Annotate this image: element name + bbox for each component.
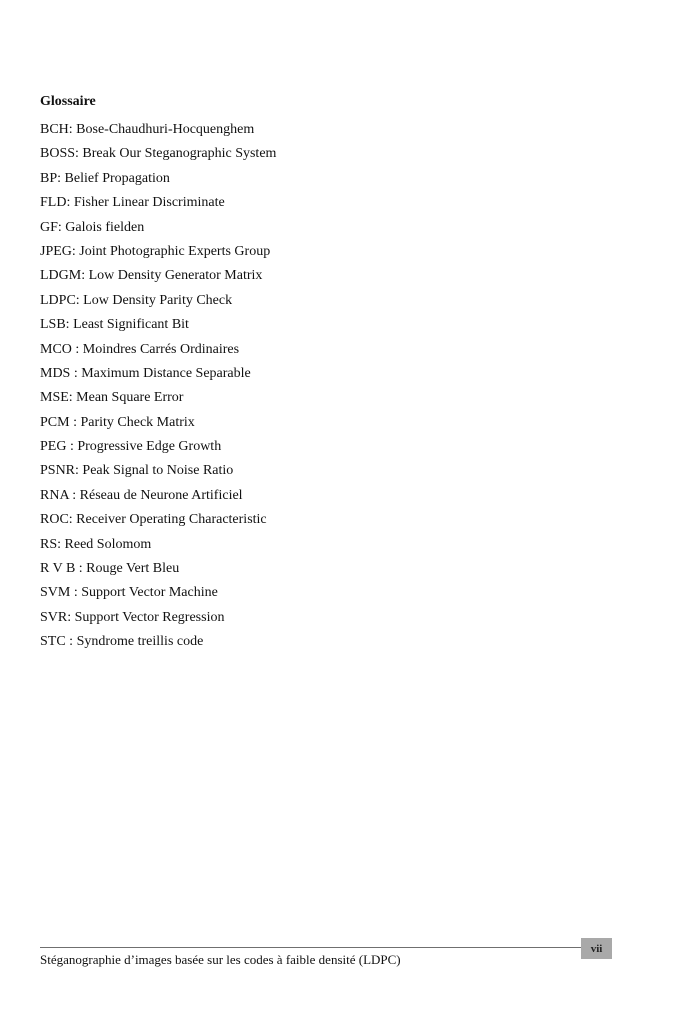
glossary-entry: PCM : Parity Check Matrix	[40, 414, 195, 430]
glossary-entry: JPEG: Joint Photographic Experts Group	[40, 243, 271, 259]
glossary-entry: FLD: Fisher Linear Discriminate	[40, 195, 225, 211]
page-number-badge: vii	[581, 938, 612, 959]
glossary-entry: RNA : Réseau de Neurone Artificiel	[40, 487, 243, 503]
glossary-entry: R V B : Rouge Vert Bleu	[40, 561, 180, 577]
glossary-entry: MDS : Maximum Distance Separable	[40, 365, 251, 381]
glossary-entry: PSNR: Peak Signal to Noise Ratio	[40, 463, 234, 479]
glossary-entry: SVR: Support Vector Regression	[40, 609, 225, 625]
glossary-entry: LDGM: Low Density Generator Matrix	[40, 268, 263, 284]
glossary-entry: LDPC: Low Density Parity Check	[40, 292, 233, 308]
glossary-entry: SVM : Support Vector Machine	[40, 585, 218, 601]
glossary-list	[40, 118, 276, 655]
glossary-entry: LSB: Least Significant Bit	[40, 317, 189, 333]
glossary-entry: PEG : Progressive Edge Growth	[40, 439, 222, 455]
glossary-entry: RS: Reed Solomom	[40, 536, 152, 552]
glossary-entry: GF: Galois fielden	[40, 219, 145, 235]
glossary-entry: BP: Belief Propagation	[40, 170, 170, 186]
footer-title: Stéganographie d’images basée sur les codes à faible densité (LDPC)	[40, 952, 401, 967]
glossary-entry: STC : Syndrome treillis code	[40, 634, 204, 650]
glossary-entry: ROC: Receiver Operating Characteristic	[40, 512, 267, 528]
glossary-title: Glossaire	[40, 94, 96, 109]
glossary-entry: BCH: Bose-Chaudhuri-Hocquenghem	[40, 122, 255, 137]
glossary-entry: MCO : Moindres Carrés Ordinaires	[40, 341, 240, 357]
footer-divider	[40, 947, 581, 948]
glossary-entry: MSE: Mean Square Error	[40, 390, 184, 406]
glossary-entry: BOSS: Break Our Steganographic System	[40, 146, 277, 162]
